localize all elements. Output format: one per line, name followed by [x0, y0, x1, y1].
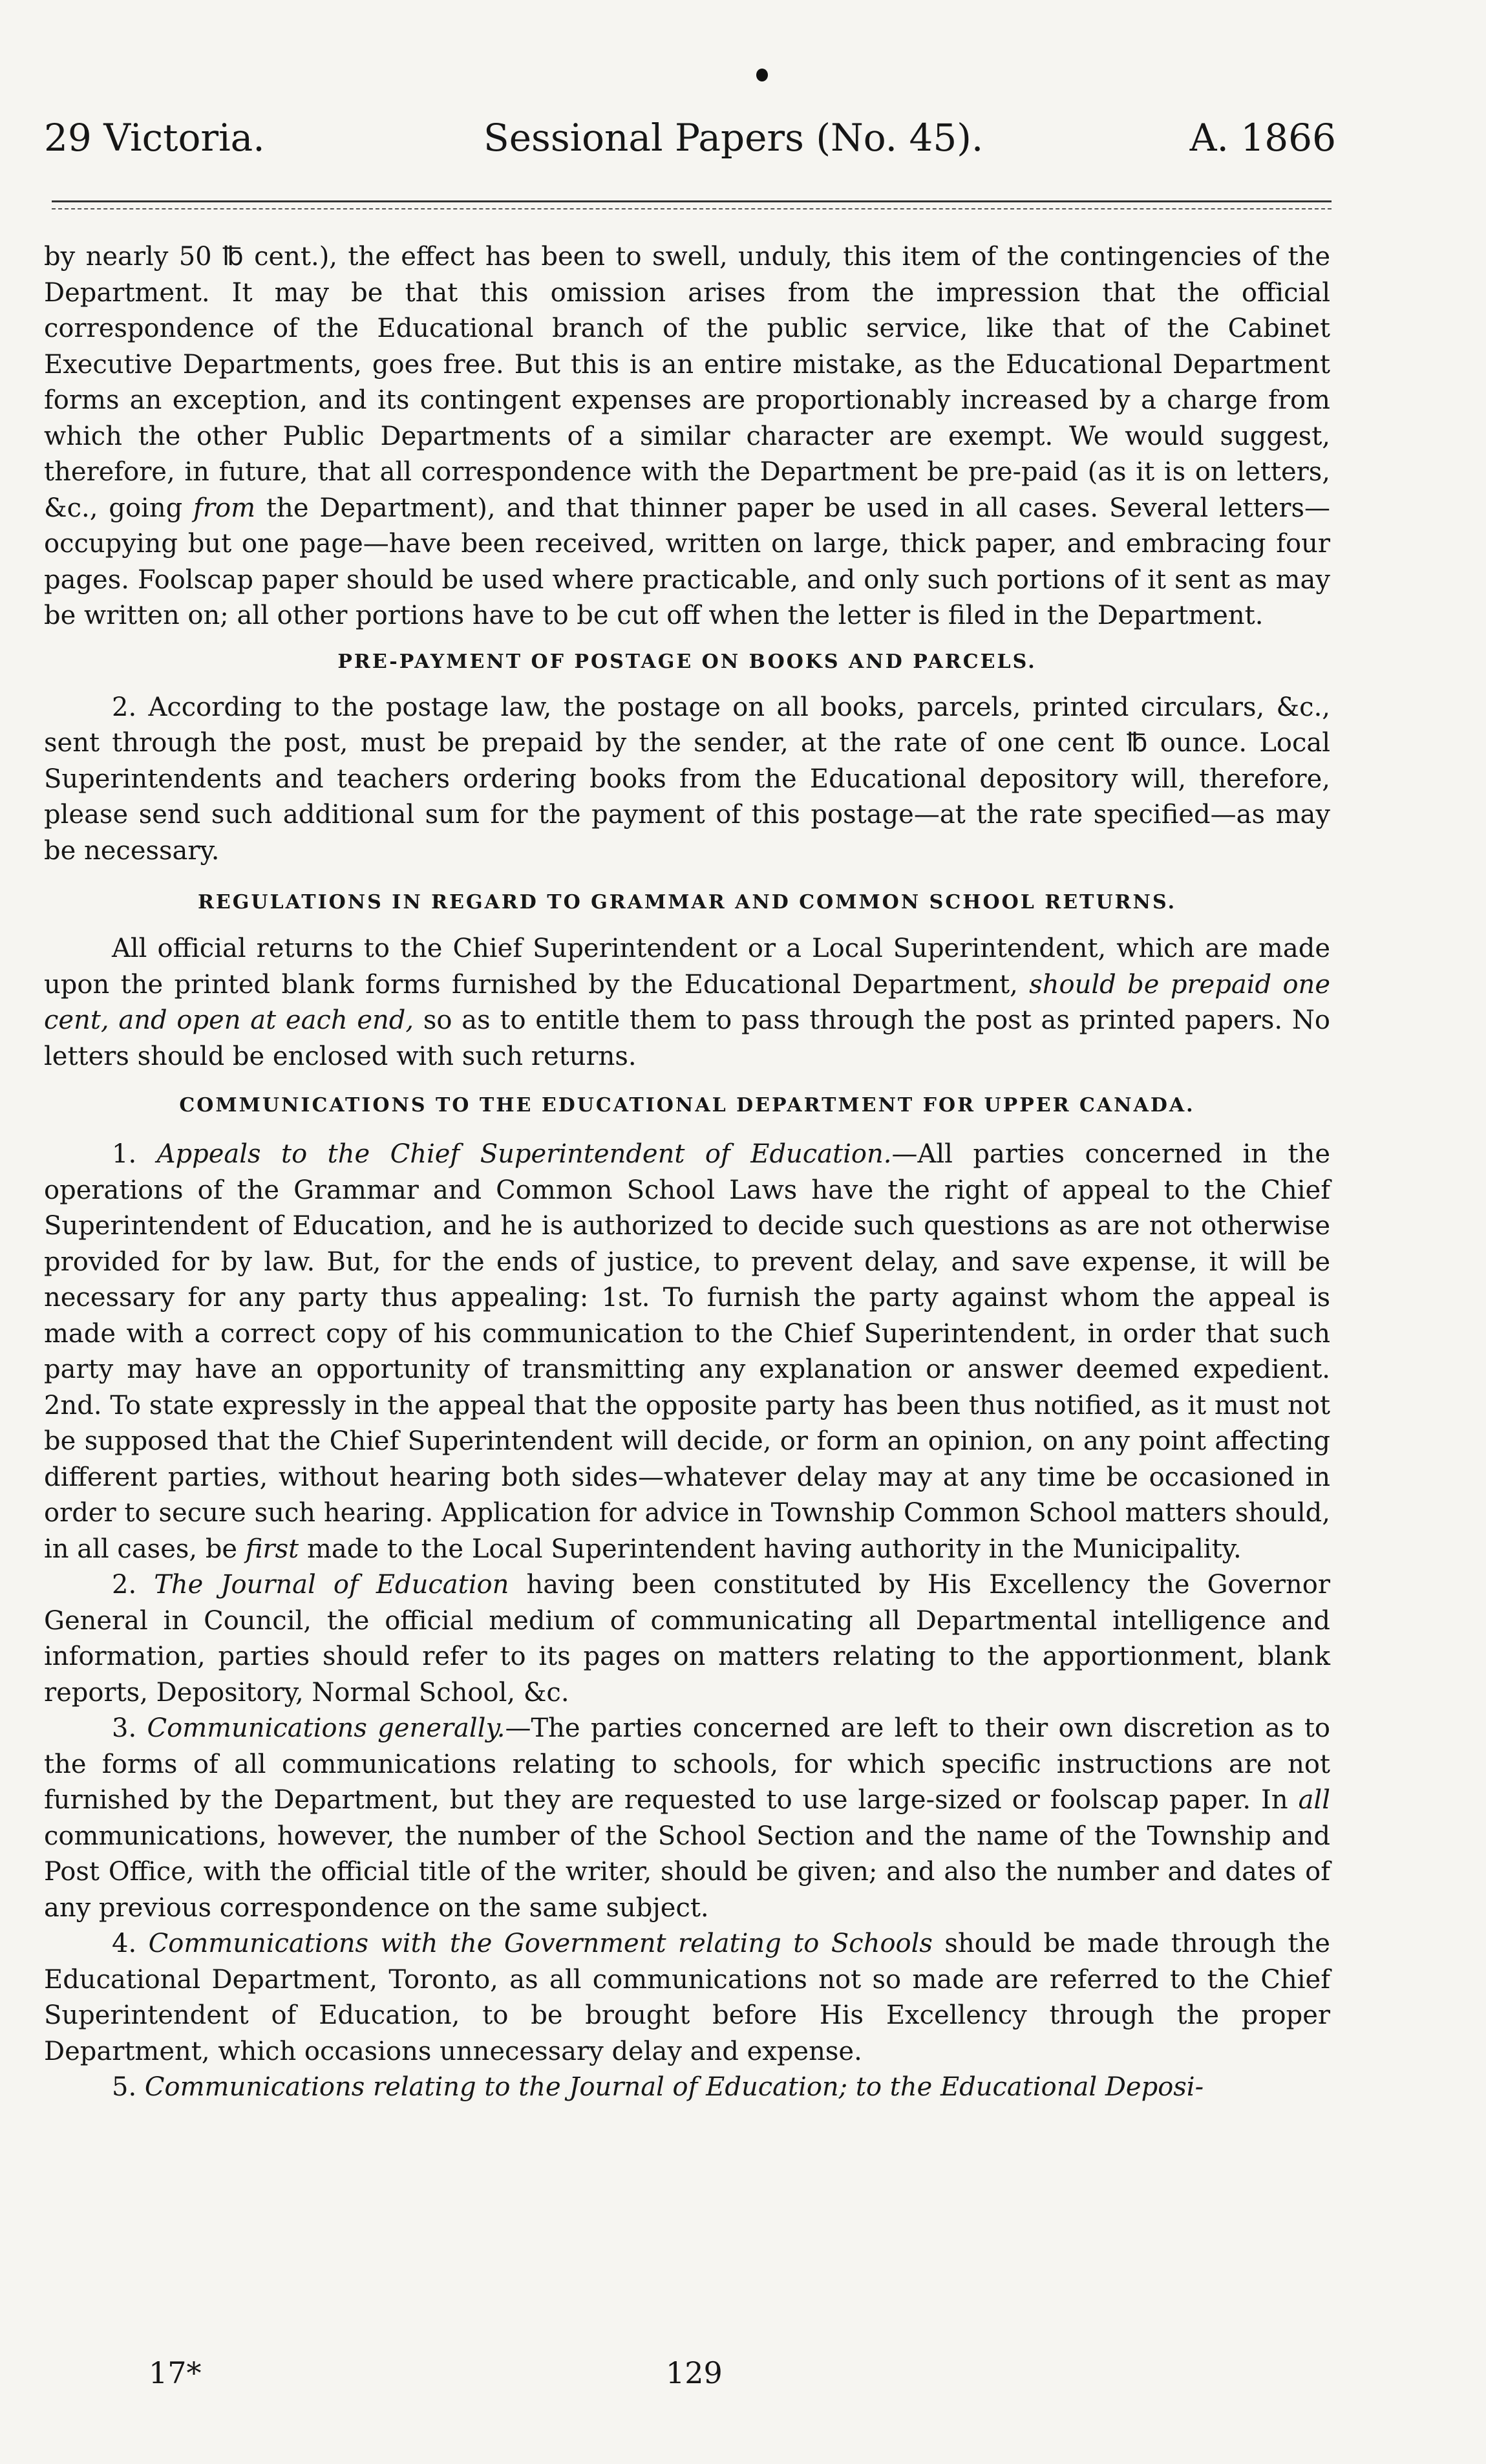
paragraph-returns: All official returns to the Chief Superintendent or a Local Superintendent, which are made upon the printed blank forms furnished by the Educational Department, should be prepaid one cent, and open at each end, so as to entitle them to pass through the post as printed papers. No letters should be enclosed with such returns. [44, 934, 1330, 1071]
header-rule [52, 200, 1332, 202]
paragraph-postage: 2. According to the postage law, the postage on all books, parcels, printed circulars, &c., sent through the post, must be prepaid by the sender, at the rate of one cent ℔ ounce. Local Superintendents and teachers ordering books from the Educational depository will, therefore, please send such additional sum for the payment of this postage—at the rate specified—as may be necessary. [44, 692, 1330, 866]
page-body [44, 239, 1330, 2106]
heading-returns: REGULATIONS IN REGARD TO GRAMMAR AND COMMON SCHOOL RETURNS. [197, 891, 1177, 914]
paragraph-appeals: 1. Appeals to the Chief Superintendent of Education.—All parties concerned in the operations of the Grammar and Common School Laws have the right of appeal to the Chief Superintendent of Education, and he is authorized to decide such questions as are not otherwise provided for by law. But, for the ends of justice, to prevent delay, and save expense, it will be necessary for any party thus appealing: 1st. To furnish the party against whom the appeal is made with a correct copy of his communication to the Chief Superintendent, in order that such party may have an opportunity of transmitting any explanation or answer deemed expedient. 2nd. To state expressly in the appeal that the opposite party has been thus notified, as it must not be supposed that the Chief Superintendent will decide, or form an opinion, on any point affecting different parties, without hearing both sides—whatever delay may at any time be occasioned in order to secure such hearing. Application for advice in Township Common School matters should, in all cases, be first made to the Local Superintendent having authority in the Municipality. [44, 1139, 1330, 1564]
signature-mark: 17* [149, 2355, 202, 2390]
paragraph-journal-deposit: 5. Communications relating to the Journal of Education; to the Educational Deposi- [112, 2072, 1204, 2102]
header-rule-dashed [52, 208, 1332, 209]
printer-mark-dot [756, 69, 768, 81]
intro-paragraph: by nearly 50 ℔ cent.), the effect has been to swell, unduly, this item of the contingencies of the Department. It may be that this omission arises from the impression that the official correspondence of the Educational branch of the public service, like that of the Cabinet Executive Departments, goes free. But this is an entire mistake, as the Educational Department forms an exception, and its contingent expenses are proportionably increased by a charge from which the other Public Departments of a similar character are exempt. We would suggest, therefore, in future, that all correspondence with the Department be pre-paid (as it is on letters, &c., going from the Department), and that thinner paper be used in all cases. Several letters—occupying but one page—have been received, written on large, thick paper, and embracing four pages. Foolscap paper should be used where practicable, and only such portions of it sent as may be written on; all other portions have to be cut off when the letter is filed in the Department. [44, 242, 1330, 630]
header-year: A. 1866 [1189, 116, 1336, 160]
heading-communications: COMMUNICATIONS TO THE EDUCATIONAL DEPARTMENT FOR UPPER CANADA. [179, 1094, 1195, 1117]
paragraph-journal: 2. The Journal of Education having been constituted by His Excellency the Governor General in Council, the official medium of communicating all Departmental intelligence and information, parties should refer to its pages on matters relating to the apportionment, blank reports, Depository, Normal School, &c. [44, 1570, 1330, 1708]
paragraph-government: 4. Communications with the Government relating to Schools should be made through the Educational Department, Toronto, as all communications not so made are referred to the Chief Superintendent of Education, to be brought before His Excellency through the proper Department, which occasions unnecessary delay and expense. [44, 1929, 1330, 2066]
page-number: 129 [666, 2355, 723, 2390]
heading-prepayment: PRE-PAYMENT OF POSTAGE ON BOOKS AND PARCELS. [337, 650, 1037, 673]
paragraph-general: 3. Communications generally.—The parties concerned are left to their own discretion as to the forms of all communications relating to schools, for which specific instructions are not furnished by the Department, but they are requested to use large-sized or foolscap paper. In all communications, however, the number of the School Section and the name of the Township and Post Office, with the official title of the writer, should be given; and also the number and dates of any previous correspondence on the same subject. [44, 1713, 1330, 1923]
header-title: Sessional Papers (No. 45). [483, 116, 984, 160]
header-session: 29 Victoria. [44, 116, 265, 160]
